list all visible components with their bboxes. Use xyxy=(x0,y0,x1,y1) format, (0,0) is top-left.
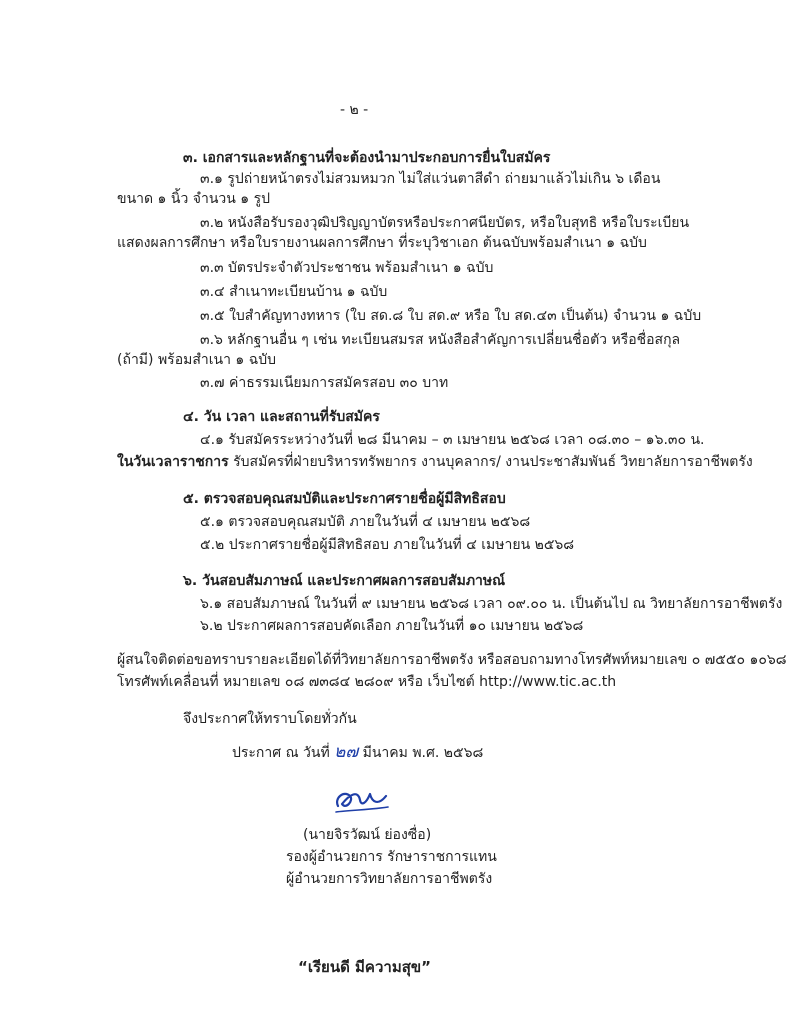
closing-statement: จึงประกาศให้ทราบโดยทั่วกัน xyxy=(183,711,357,727)
page-number: - ๒ - xyxy=(340,102,369,118)
item-4-1-line1: ๔.๑ รับสมัครระหว่างวันที่ ๒๘ มีนาคม – ๓ เมษายน ๒๕๖๘ เวลา ๐๘.๓๐ – ๑๖.๓๐ น. xyxy=(200,432,705,448)
item-3-2-line2: แสดงผลการศึกษา หรือใบรายงานผลการศึกษา ที่ระบุวิชาเอก ต้นฉบับพร้อมสำเนา ๑ ฉบับ xyxy=(117,235,647,251)
date-day-handwritten: ๒๗ xyxy=(334,742,359,762)
item-6-2: ๖.๒ ประกาศผลการสอบคัดเลือก ภายในวันที่ ๑๐ เมษายน ๒๕๖๘ xyxy=(200,618,584,634)
signer-title-1: รองผู้อำนวยการ รักษาราชการแทน xyxy=(286,849,497,865)
section-6-heading: ๖. วันสอบสัมภาษณ์ และประกาศผลการสอบสัมภาษณ์ xyxy=(183,573,506,589)
contact-line-2: โทรศัพท์เคลื่อนที่ หมายเลข ๐๘ ๗๓๘๔ ๒๘๐๙ หรือ เว็บไซต์ http://www.tic.ac.th xyxy=(117,674,617,690)
announcement-date xyxy=(232,742,483,763)
item-3-3: ๓.๓ บัตรประจำตัวประชาชน พร้อมสำเนา ๑ ฉบับ xyxy=(200,260,494,276)
item-3-7: ๓.๗ ค่าธรรมเนียมการสมัครสอบ ๓๐ บาท xyxy=(200,375,449,391)
item-5-1: ๕.๑ ตรวจสอบคุณสมบัติ ภายในวันที่ ๔ เมษายน ๒๕๖๘ xyxy=(200,514,531,530)
section-3-heading: ๓. เอกสารและหลักฐานที่จะต้องนำมาประกอบการยื่นใบสมัคร xyxy=(183,150,551,166)
signature-image xyxy=(330,780,390,820)
signer-name: (นายจิรวัฒน์ ย่องซื่อ) xyxy=(303,827,432,843)
item-4-1-location: รับสมัครที่ฝ่ายบริหารทรัพยากร งานบุคลากร/ งานประชาสัมพันธ์ วิทยาลัยการอาชีพตรัง xyxy=(228,454,753,470)
date-suffix: มีนาคม พ.ศ. ๒๕๖๘ xyxy=(362,745,484,761)
item-6-1: ๖.๑ สอบสัมภาษณ์ ในวันที่ ๙ เมษายน ๒๕๖๘ เวลา ๐๙.๐๐ น. เป็นต้นไป ณ วิทยาลัยการอาชีพตรัง xyxy=(200,596,783,612)
item-3-1-line2: ขนาด ๑ นิ้ว จำนวน ๑ รูป xyxy=(117,191,271,207)
item-3-5: ๓.๕ ใบสำคัญทางทหาร (ใบ สด.๘ ใบ สด.๙ หรือ ใบ สด.๔๓ เป็นต้น) จำนวน ๑ ฉบับ xyxy=(200,308,702,324)
date-prefix: ประกาศ ณ วันที่ xyxy=(232,745,330,761)
item-5-2: ๕.๒ ประกาศรายชื่อผู้มีสิทธิสอบ ภายในวันที่ ๔ เมษายน ๒๕๖๘ xyxy=(200,537,575,553)
item-3-6-line1: ๓.๖ หลักฐานอื่น ๆ เช่น ทะเบียนสมรส หนังสือสำคัญการเปลี่ยนชื่อตัว หรือชื่อสกุล xyxy=(200,332,681,348)
item-3-1-line1: ๓.๑ รูปถ่ายหน้าตรงไม่สวมหมวก ไม่ใส่แว่นตาสีดำ ถ่ายมาแล้วไม่เกิน ๖ เดือน xyxy=(200,171,661,187)
contact-line-1: ผู้สนใจติดต่อขอทราบรายละเอียดได้ที่วิทยาลัยการอาชีพตรัง หรือสอบถามทางโทรศัพท์หมายเลข ๐ ๗๕๕๐ ๑๐๖๘ xyxy=(117,652,787,668)
item-3-6-line2: (ถ้ามี) พร้อมสำเนา ๑ ฉบับ xyxy=(117,352,277,368)
section-5-heading: ๕. ตรวจสอบคุณสมบัติและประกาศรายชื่อผู้มีสิทธิสอบ xyxy=(183,491,506,507)
item-4-1-line2 xyxy=(117,452,753,472)
item-3-4: ๓.๔ สำเนาทะเบียนบ้าน ๑ ฉบับ xyxy=(200,284,388,300)
motto: “เรียนดี มีความสุข” xyxy=(298,958,431,976)
office-hours-label: ในวันเวลาราชการ xyxy=(117,454,229,470)
signer-title-2: ผู้อำนวยการวิทยาลัยการอาชีพตรัง xyxy=(286,871,493,887)
item-3-2-line1: ๓.๒ หนังสือรับรองวุฒิปริญญาบัตรหรือประกาศนียบัตร, หรือใบสุทธิ หรือใบระเบียน xyxy=(200,215,690,231)
section-4-heading: ๔. วัน เวลา และสถานที่รับสมัคร xyxy=(183,409,380,425)
